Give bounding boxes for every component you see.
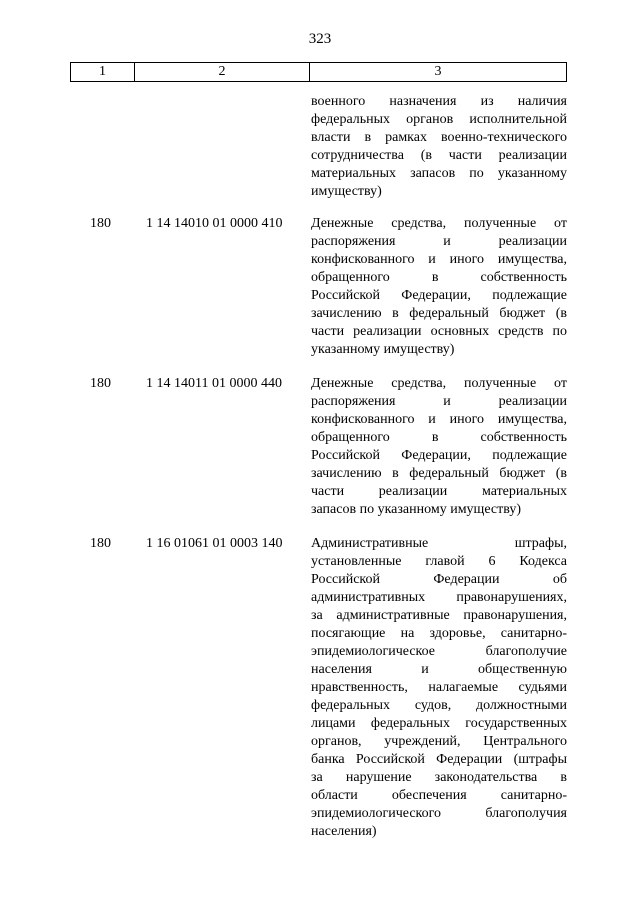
description-line: запасов по указанному имуществу) (311, 502, 522, 517)
description-line: Административные штрафы, (311, 536, 567, 551)
description-line: за административные правонарушения, (311, 608, 567, 623)
description-line: зачислению в федеральный бюджет (в (311, 306, 567, 321)
income-description (311, 375, 567, 519)
description-line: административных правонарушениях, (311, 590, 567, 605)
kbk-code: 1 14 14011 01 0000 440 (146, 376, 282, 391)
description-line: органов, учреждений, Центрального (311, 734, 567, 749)
description-line: распоряжения и реализации (311, 394, 567, 409)
description-line: Денежные средства, полученные от (311, 216, 567, 231)
description-line: конфискованного и иного имущества, (311, 412, 567, 427)
admin-code: 180 (90, 376, 111, 391)
description-line: Российской Федерации, подлежащие (311, 288, 567, 303)
description-line: власти в рамках военно-технического (311, 130, 567, 145)
description-line: посягающие на здоровье, санитарно- (311, 626, 567, 641)
description-line: установленные главой 6 Кодекса (311, 554, 567, 569)
description-line: эпидемиологическое благополучие (311, 644, 567, 659)
income-description (311, 535, 567, 841)
description-line: конфискованного и иного имущества, (311, 252, 567, 267)
description-line: Российской Федерации, подлежащие (311, 448, 567, 463)
description-line: за нарушение законодательства в (311, 770, 567, 785)
description-line: обращенного в собственность (311, 430, 567, 445)
kbk-code: 1 16 01061 01 0003 140 (146, 536, 283, 551)
income-description (311, 215, 567, 359)
kbk-code: 1 14 14010 01 0000 410 (146, 216, 283, 231)
admin-code: 180 (90, 536, 111, 551)
description-line: лицами федеральных государственных (311, 716, 567, 731)
description-line: материальных запасов по указанному (311, 166, 567, 181)
description-line: сотрудничества (в части реализации (311, 148, 567, 163)
admin-code: 180 (90, 216, 111, 231)
page-number: 323 (308, 31, 332, 47)
description-line: нравственность, налагаемые судьями (311, 680, 567, 695)
description-line: имуществу) (311, 184, 382, 199)
description-line: федеральных судов, должностными (311, 698, 567, 713)
description-line: части реализации материальных (311, 484, 567, 499)
description-line: населения) (311, 824, 377, 839)
income-description (311, 93, 567, 201)
description-line: указанному имуществу) (311, 342, 455, 357)
description-line: военного назначения из наличия (311, 94, 567, 109)
column-2-header: 2 (135, 63, 310, 81)
description-line: населения и общественную (311, 662, 567, 677)
description-line: области обеспечения санитарно- (311, 788, 567, 803)
description-line: части реализации основных средств по (311, 324, 567, 339)
description-line: Денежные средства, полученные от (311, 376, 567, 391)
description-line: банка Российской Федерации (штрафы (311, 752, 567, 767)
description-line: федеральных органов исполнительной (311, 112, 567, 127)
description-line: зачислению в федеральный бюджет (в (311, 466, 567, 481)
description-line: обращенного в собственность (311, 270, 567, 285)
description-line: распоряжения и реализации (311, 234, 567, 249)
description-line: Российской Федерации об (311, 572, 567, 587)
column-1-header: 1 (71, 63, 135, 81)
description-line: эпидемиологического благополучия (311, 806, 567, 821)
column-3-header: 3 (434, 64, 442, 79)
table-header-row (70, 62, 567, 82)
